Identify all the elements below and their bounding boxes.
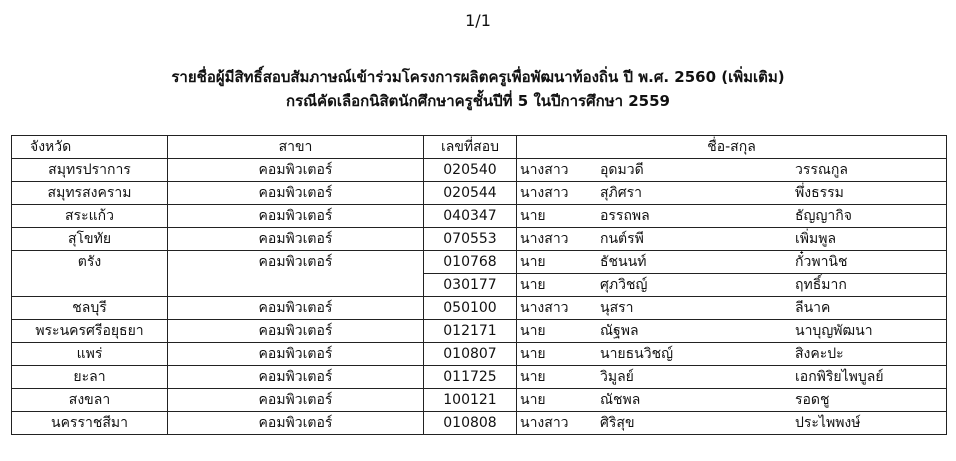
cell-branch: คอมพิวเตอร์ [168, 297, 424, 320]
table-header-row [12, 136, 947, 159]
name-prefix: นางสาว [520, 162, 569, 178]
cell-name [517, 320, 947, 343]
table-row [12, 366, 947, 389]
cell-province: นครราชสีมา [12, 412, 168, 435]
cell-province: สระแก้ว [12, 205, 168, 228]
cell-province: สมุทรปราการ [12, 159, 168, 182]
cell-exam-no: 030177 [424, 274, 517, 297]
last-name: ธัญญากิจ [795, 208, 852, 224]
table-row [12, 228, 947, 251]
name-prefix: นางสาว [520, 300, 569, 316]
last-name: ฤทธิ์มาก [795, 277, 847, 293]
cell-province: สงขลา [12, 389, 168, 412]
name-prefix: นาย [520, 254, 546, 270]
table-row [12, 320, 947, 343]
header-branch: สาขา [168, 136, 424, 159]
first-name: อุดมวดี [600, 162, 644, 178]
cell-branch: คอมพิวเตอร์ [168, 228, 424, 251]
table-row [12, 343, 947, 366]
table-row [12, 182, 947, 205]
first-name: นายธนวิชญ์ [600, 346, 674, 362]
cell-exam-no: 070553 [424, 228, 517, 251]
first-name: อรรถพล [600, 208, 650, 224]
candidate-table [11, 135, 947, 435]
name-prefix: นางสาว [520, 415, 569, 431]
name-prefix: นาย [520, 277, 546, 293]
last-name: ประไพพงษ์ [795, 415, 861, 431]
cell-exam-no: 050100 [424, 297, 517, 320]
page-number: 1/1 [465, 11, 491, 30]
cell-branch: คอมพิวเตอร์ [168, 251, 424, 297]
cell-exam-no: 010807 [424, 343, 517, 366]
header-province: จังหวัด [12, 136, 168, 159]
table-row [12, 297, 947, 320]
last-name: วรรณกูล [795, 162, 848, 178]
last-name: เพิ่มพูล [795, 231, 837, 247]
first-name: กนต์รพี [600, 231, 644, 247]
cell-exam-no: 020540 [424, 159, 517, 182]
cell-exam-no: 012171 [424, 320, 517, 343]
cell-exam-no: 020544 [424, 182, 517, 205]
cell-name [517, 297, 947, 320]
document-subtitle: กรณีคัดเลือกนิสิตนักศึกษาครูชั้นปีที่ 5 ในปีการศึกษา 2559 [285, 92, 670, 110]
cell-exam-no: 100121 [424, 389, 517, 412]
name-prefix: นาย [520, 208, 546, 224]
cell-name [517, 389, 947, 412]
name-prefix: นางสาว [520, 185, 569, 201]
name-prefix: นาย [520, 323, 546, 339]
name-prefix: นางสาว [520, 231, 569, 247]
document-title: รายชื่อผู้มีสิทธิ์สอบสัมภาษณ์เข้าร่วมโครงการผลิตครูเพื่อพัฒนาท้องถิ่น ปี พ.ศ. 2560 (เพิ่มเติม) [171, 68, 785, 86]
cell-province: สุโขทัย [12, 228, 168, 251]
last-name: กั๋วพานิช [795, 254, 848, 270]
cell-province: ชลบุรี [12, 297, 168, 320]
cell-province: ยะลา [12, 366, 168, 389]
cell-name [517, 412, 947, 435]
cell-branch: คอมพิวเตอร์ [168, 205, 424, 228]
first-name: ธัชนนท์ [600, 254, 647, 270]
cell-name [517, 182, 947, 205]
table-row [12, 159, 947, 182]
table-row [12, 205, 947, 228]
cell-exam-no: 010768 [424, 251, 517, 274]
name-prefix: นาย [520, 346, 546, 362]
cell-name [517, 205, 947, 228]
table-row [12, 412, 947, 435]
cell-branch: คอมพิวเตอร์ [168, 343, 424, 366]
cell-exam-no: 011725 [424, 366, 517, 389]
cell-name [517, 228, 947, 251]
name-prefix: นาย [520, 392, 546, 408]
first-name: ศิริสุข [600, 415, 635, 431]
cell-name [517, 343, 947, 366]
cell-name [517, 366, 947, 389]
cell-province: แพร่ [12, 343, 168, 366]
cell-branch: คอมพิวเตอร์ [168, 159, 424, 182]
cell-exam-no: 010808 [424, 412, 517, 435]
header-name: ชื่อ-สกุล [517, 136, 947, 159]
last-name: เอกพิริยไพบูลย์ [795, 369, 884, 385]
last-name: รอดชู [795, 392, 830, 408]
cell-province: พระนครศรีอยุธยา [12, 320, 168, 343]
cell-branch: คอมพิวเตอร์ [168, 182, 424, 205]
name-prefix: นาย [520, 369, 546, 385]
last-name: พึ่งธรรม [795, 185, 844, 201]
cell-exam-no: 040347 [424, 205, 517, 228]
first-name: ศุภวิชญ์ [600, 277, 648, 293]
last-name: นาบุญพัฒนา [795, 323, 873, 339]
cell-name [517, 274, 947, 297]
cell-name [517, 251, 947, 274]
cell-branch: คอมพิวเตอร์ [168, 412, 424, 435]
last-name: ลีนาค [795, 300, 831, 316]
first-name: วิมูลย์ [600, 369, 634, 385]
first-name: สุภิศรา [600, 185, 643, 201]
first-name: ณัชพล [600, 392, 641, 408]
cell-name [517, 159, 947, 182]
cell-branch: คอมพิวเตอร์ [168, 320, 424, 343]
cell-branch: คอมพิวเตอร์ [168, 389, 424, 412]
cell-province: ตรัง [12, 251, 168, 297]
first-name: ณัฐพล [600, 323, 639, 339]
table-row [12, 389, 947, 412]
cell-province: สมุทรสงคราม [12, 182, 168, 205]
table-row [12, 251, 947, 274]
cell-branch: คอมพิวเตอร์ [168, 366, 424, 389]
header-exam-no: เลขที่สอบ [424, 136, 517, 159]
last-name: สิงคะปะ [795, 346, 844, 362]
first-name: นุสรา [600, 300, 634, 316]
